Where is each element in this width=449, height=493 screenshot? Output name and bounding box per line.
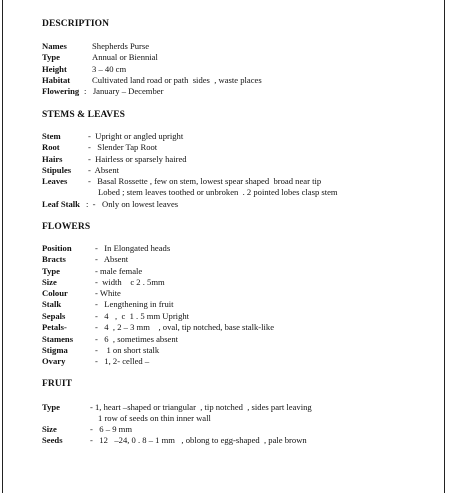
row-value: - White [95,288,121,298]
stems-row-hairs [0,154,449,165]
flowers-row-position [0,243,449,254]
description-row-flowering [0,86,449,97]
row-label: Root [42,142,60,152]
row-value: - male female [95,266,143,276]
row-label: Hairs [42,154,63,164]
flowers-row-ovary [0,356,449,367]
stems-row-stem [0,131,449,142]
row-label: Size [42,277,57,287]
row-value: - 1, heart –shaped or triangular , tip notched , sides part leaving [90,402,312,412]
row-value: - 6 – 9 mm [90,424,133,434]
row-value: - Slender Tap Root [88,142,158,152]
row-label: Position [42,243,72,253]
row-label: Seeds [42,435,63,445]
row-label: Stamens [42,334,74,344]
flowers-row-stigma [0,345,449,356]
row-label: Type [42,402,60,412]
stems-row-leaves-continued [0,187,449,198]
row-value: - Absent [88,165,120,175]
fruit-row-type-continued [0,413,449,424]
row-value: Lobed ; stem leaves toothed or unbroken . 2 pointed lobes clasp stem [98,187,338,197]
row-label: Sepals [42,311,66,321]
flowers-row-petals [0,322,449,333]
row-value: Annual or Biennial [92,52,158,62]
row-value: - 4 , c 1 . 5 mm Upright [95,311,190,321]
row-label: Colour [42,288,68,298]
row-value: 1 row of seeds on thin inner wall [98,413,211,423]
row-label: Stipules [42,165,72,175]
row-label: Flowering [42,86,80,96]
section-heading-stems-leaves: STEMS & LEAVES [42,110,126,120]
row-value: - 12 –24, 0 . 8 – 1 mm , oblong to egg-shaped , pale brown [90,435,307,445]
row-value: - width c 2 . 5mm [95,277,165,287]
stems-row-root [0,142,449,153]
row-value: 3 – 40 cm [92,64,127,74]
row-label: Habitat [42,75,71,85]
row-label: Names [42,41,67,51]
row-label: Height [42,64,67,74]
flowers-row-stamens [0,334,449,345]
row-label: Bracts [42,254,66,264]
row-value: - 1 on short stalk [95,345,160,355]
row-value: - 4 , 2 – 3 mm , oval, tip notched, base stalk-like [95,322,275,332]
row-label: Stigma [42,345,68,355]
stems-row-stipules [0,165,449,176]
row-label: Stem [42,131,61,141]
row-value: : January – December [84,86,164,96]
flowers-row-colour [0,288,449,299]
section-heading-description: DESCRIPTION [42,19,110,29]
row-value: - Absent [95,254,129,264]
description-row-height [0,64,449,75]
row-label: Size [42,424,57,434]
row-value: Cultivated land road or path sides , waste places [92,75,262,85]
row-label: Type [42,266,60,276]
row-label: Stalk [42,299,62,309]
flowers-row-bracts [0,254,449,265]
stems-row-leaves [0,176,449,187]
fruit-row-type [0,402,449,413]
row-label: Ovary [42,356,66,366]
flowers-row-size [0,277,449,288]
flowers-row-type [0,266,449,277]
description-row-habitat [0,75,449,86]
row-value: Shepherds Purse [92,41,150,51]
row-label: Type [42,52,60,62]
row-label: Petals- [42,322,67,332]
row-label: Leaf Stalk [42,199,80,209]
row-value: - In Elongated heads [95,243,171,253]
row-label: Leaves [42,176,68,186]
section-heading-fruit: FRUIT [42,379,73,389]
row-value: - 6 , sometimes absent [95,334,179,344]
row-value: - Upright or angled upright [88,131,184,141]
row-value: - 1, 2- celled – [95,356,150,366]
fruit-row-seeds [0,435,449,446]
row-value: - Lengthening in fruit [95,299,174,309]
fruit-row-size [0,424,449,435]
flowers-row-sepals [0,311,449,322]
row-value: - Basal Rossette , few on stem, lowest spear shaped broad near tip [88,176,322,186]
row-value: - Hairless or sparsely haired [88,154,187,164]
flowers-row-stalk [0,299,449,310]
stems-row-leaf-stalk [0,199,449,210]
description-row-type [0,52,449,63]
section-heading-flowers: FLOWERS [42,222,91,232]
row-value: : - Only on lowest leaves [86,199,179,209]
description-row-names [0,41,449,52]
